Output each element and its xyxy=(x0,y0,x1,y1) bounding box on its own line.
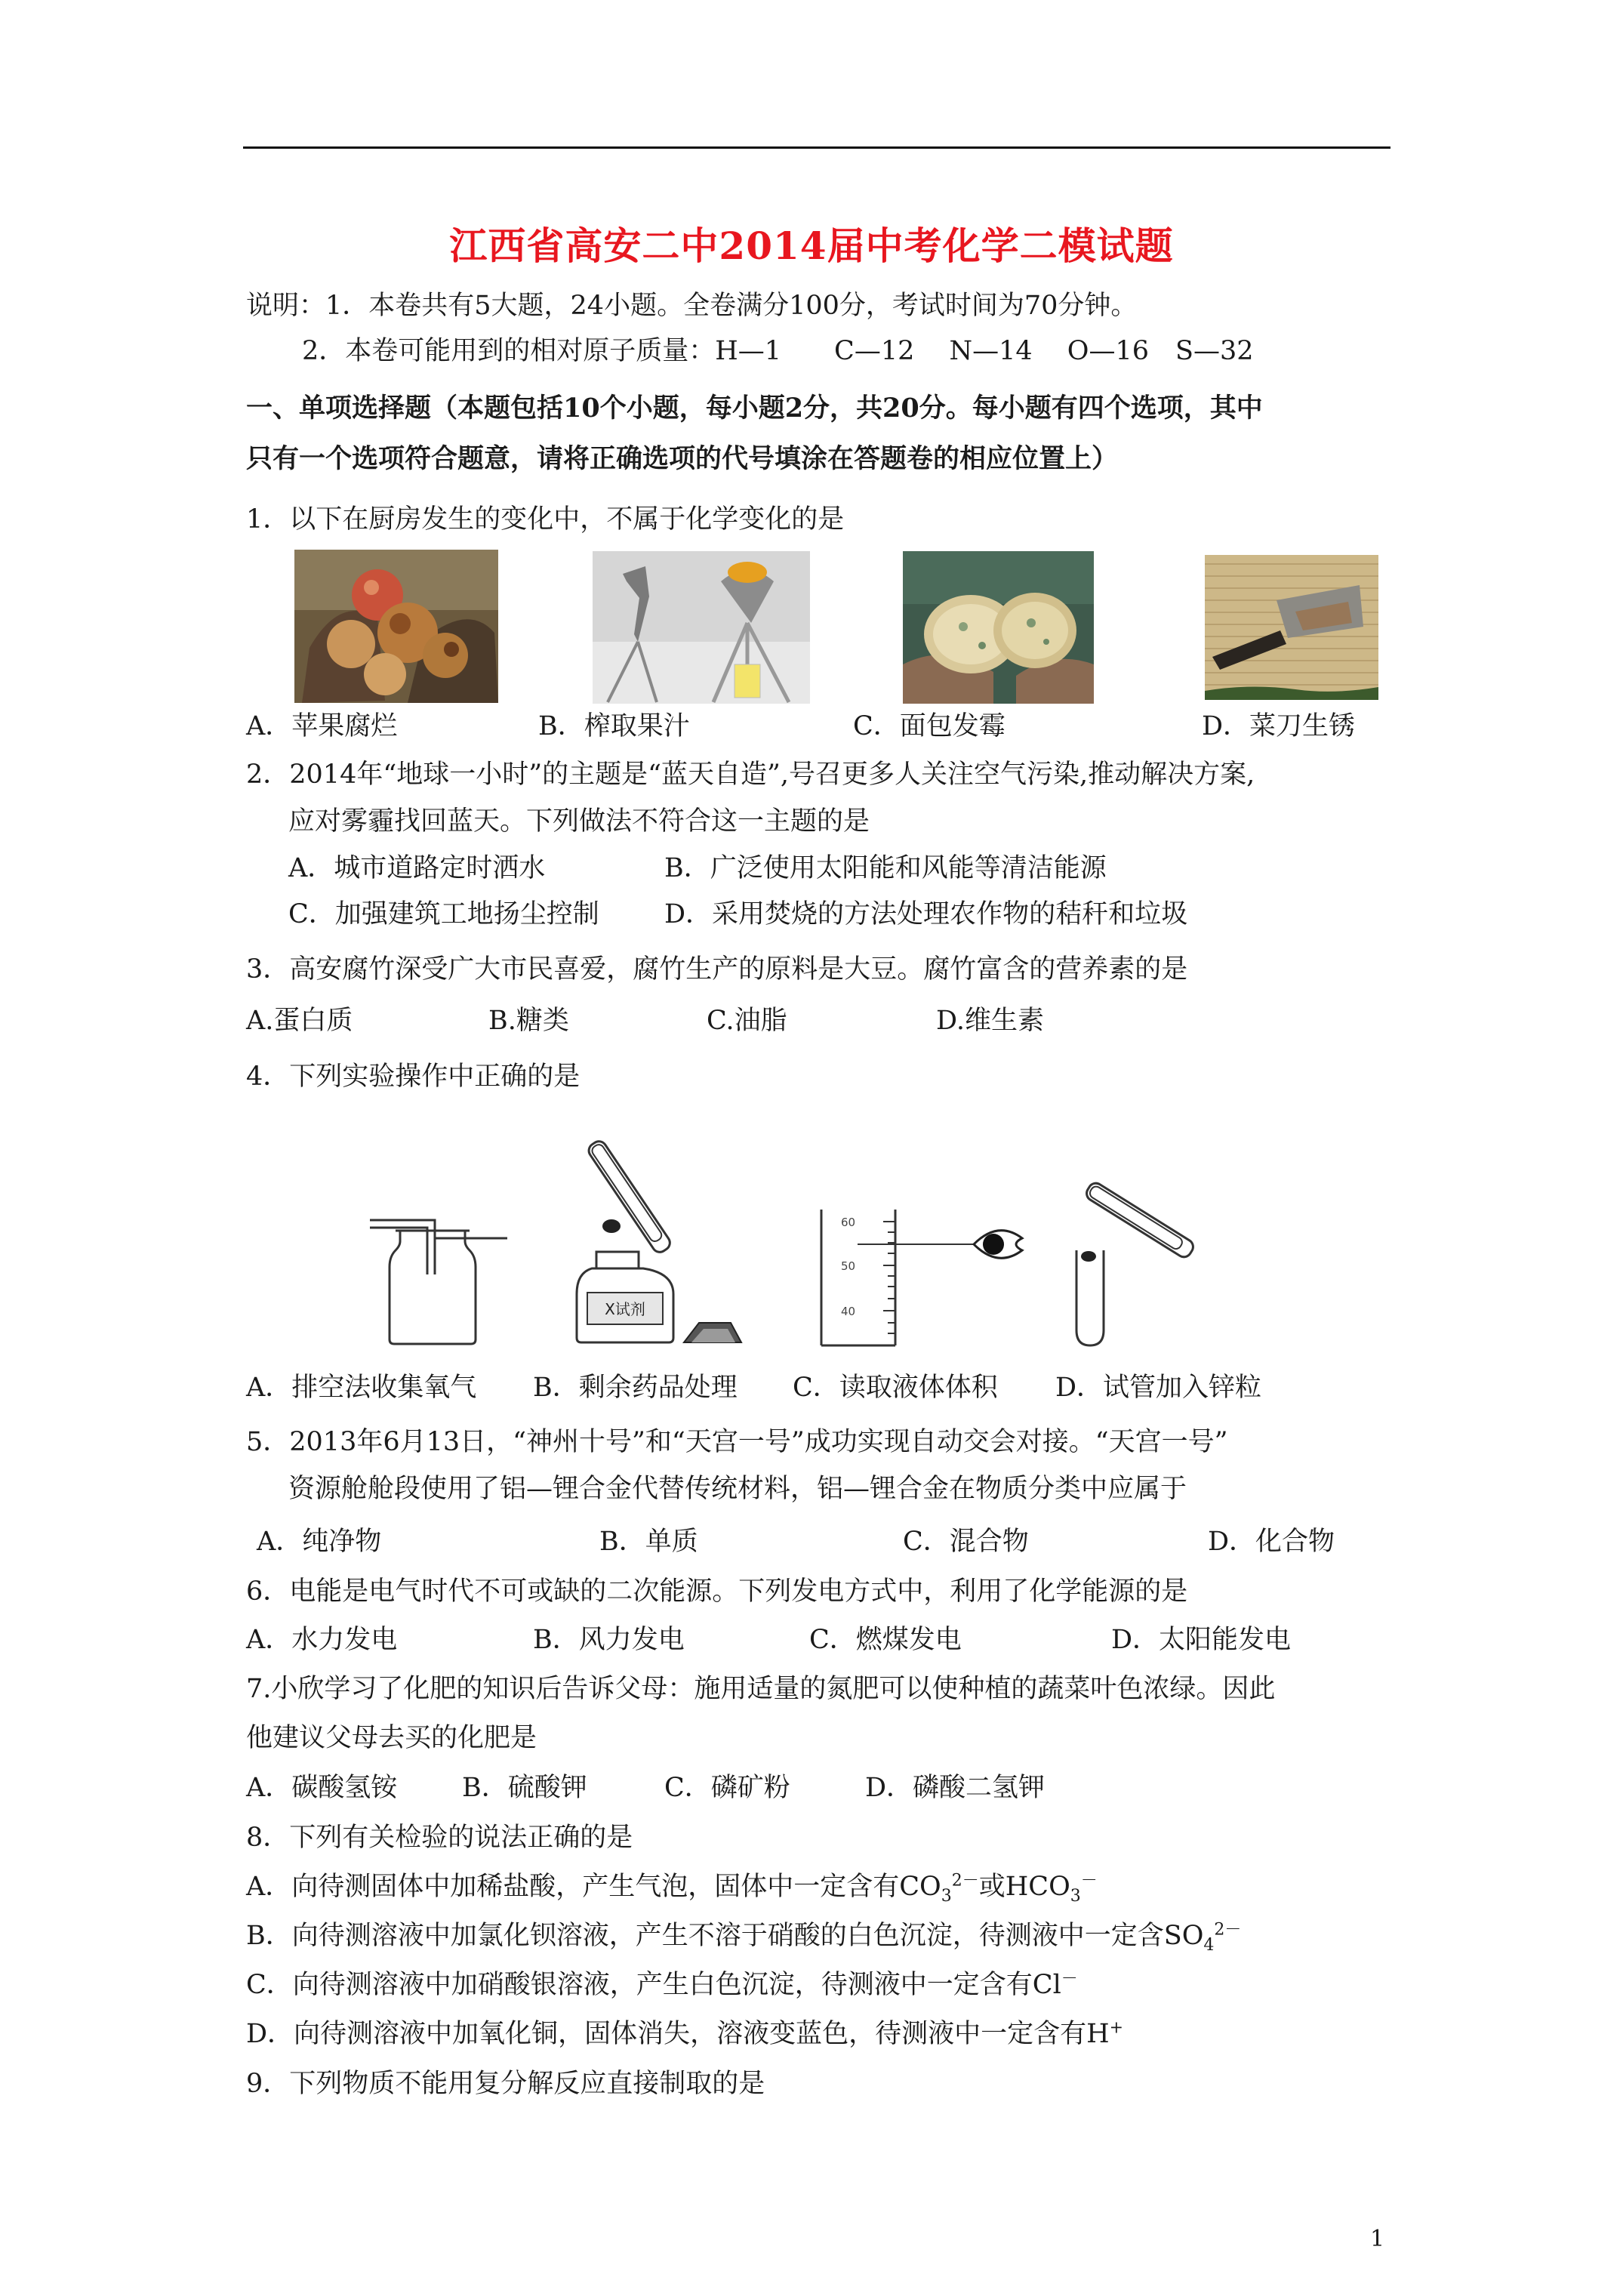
q2-option-c: C．加强建筑工地扬尘控制 xyxy=(288,899,599,929)
q8-option-b-text: B．向待测溶液中加氯化钡溶液，产生不溶于硝酸的白色沉淀，待测液中一定含 xyxy=(246,1921,1164,1951)
q9-stem: 9．下列物质不能用复分解反应直接制取的是 xyxy=(246,2069,765,2099)
q6-option-c: C．燃煤发电 xyxy=(809,1625,962,1655)
q5-option-a: A．纯净物 xyxy=(257,1527,382,1557)
q6-option-b: B．风力发电 xyxy=(533,1625,685,1655)
q2-stem-line-2: 应对雾霾找回蓝天。下列做法不符合这一主题的是 xyxy=(288,806,870,837)
q3-option-a: A.蛋白质 xyxy=(246,1006,353,1036)
q6-stem: 6．电能是电气时代不可或缺的二次能源。下列发电方式中，利用了化学能源的是 xyxy=(246,1576,1188,1607)
q4-option-b: B．剩余药品处理 xyxy=(533,1373,738,1403)
q5-stem-line-1: 5．2013年6月13日，“神州十号”和“天宫一号”成功实现自动交会对接。“天宫一号” xyxy=(246,1427,1228,1457)
hydrogen-ion: H+ xyxy=(1086,2018,1124,2049)
q7-stem-line-2: 他建议父母去买的化肥是 xyxy=(246,1723,537,1753)
q8-option-a xyxy=(246,1870,1098,1906)
q3-option-c: C.油脂 xyxy=(707,1006,787,1036)
q7-option-c: C．磷矿粉 xyxy=(664,1773,790,1803)
q3-stem: 3．高安腐竹深受广大市民喜爱，腐竹生产的原料是大豆。腐竹富含的营养素的是 xyxy=(246,954,1188,985)
q8-option-c-text: C．向待测溶液中加硝酸银溶液，产生白色沉淀，待测液中一定含有 xyxy=(246,1970,1033,2000)
measuring-cylinder-figure xyxy=(812,1205,1039,1348)
cylinder-tick-60: 60 xyxy=(841,1216,856,1229)
cylinder-tick-40: 40 xyxy=(841,1305,856,1318)
juicer-photo xyxy=(593,551,810,704)
q2-option-d: D．采用焚烧的方法处理农作物的秸秆和垃圾 xyxy=(664,899,1188,929)
q1-option-b: B．榨取果汁 xyxy=(538,711,690,741)
q5-option-d: D．化合物 xyxy=(1208,1527,1335,1557)
q8-option-d xyxy=(246,2017,1123,2051)
q2-option-b: B．广泛使用太阳能和风能等清洁能源 xyxy=(664,853,1107,883)
q7-option-d: D．磷酸二氢钾 xyxy=(865,1773,1046,1803)
q8-option-c xyxy=(246,1968,1078,2002)
q4-stem: 4．下列实验操作中正确的是 xyxy=(246,1062,581,1092)
q3-option-d: D.维生素 xyxy=(936,1006,1044,1036)
q1-option-c: C．面包发霉 xyxy=(853,711,1006,741)
cylinder-tick-50: 50 xyxy=(841,1259,856,1273)
page-number: 1 xyxy=(1370,2226,1385,2252)
q8-option-d-text: D．向待测溶液中加氧化铜，固体消失，溶液变蓝色，待测液中一定含有 xyxy=(246,2019,1087,2049)
chloride-ion: Cl－ xyxy=(1032,1969,1078,2000)
q8-option-b xyxy=(246,1919,1242,1955)
bicarbonate-ion: $HCO_3^-$ xyxy=(1005,1871,1098,1906)
q1-stem: 1．以下在厨房发生的变化中，不属于化学变化的是 xyxy=(246,504,845,535)
sulfate-ion: $SO_4^{2-}$ xyxy=(1163,1920,1242,1955)
header-rule xyxy=(243,146,1390,149)
q7-stem-line-1: 7.小欣学习了化肥的知识后告诉父母：施用适量的氮肥可以使种植的蔬菜叶色浓绿。因此 xyxy=(246,1674,1276,1704)
q4-option-c: C．读取液体体积 xyxy=(793,1373,998,1403)
gas-collection-bottle-figure xyxy=(362,1199,521,1347)
rotten-apples-photo xyxy=(294,550,498,703)
q3-option-b: B.糖类 xyxy=(488,1006,569,1036)
reagent-bottle-figure xyxy=(571,1104,744,1347)
q4-option-d: D．试管加入锌粒 xyxy=(1055,1373,1262,1403)
q4-option-a: A．排空法收集氧气 xyxy=(246,1373,477,1403)
bottle-label: X试剂 xyxy=(605,1300,645,1318)
q8-option-a-text: A．向待测固体中加稀盐酸，产生气泡，固体中一定含有 xyxy=(246,1872,900,1902)
section-1-heading-line-1: 一、单项选择题（本题包括10个小题，每小题2分，共20分。每小题有四个选项，其中 xyxy=(246,393,1263,424)
q8-option-a-or: 或 xyxy=(978,1872,1006,1902)
q7-option-a: A．碳酸氢铵 xyxy=(246,1773,398,1803)
notes-line-2: 2．本卷可能用到的相对原子质量：H—1 C—12 N—14 O—16 S—32 xyxy=(302,336,1254,366)
q5-option-c: C．混合物 xyxy=(903,1527,1029,1557)
q6-option-a: A．水力发电 xyxy=(246,1625,398,1655)
moldy-bread-photo xyxy=(903,551,1094,704)
test-tube-figure xyxy=(1064,1167,1200,1348)
q2-stem-line-1: 2．2014年“地球一小时”的主题是“蓝天自造”,号召更多人关注空气污染,推动解决方案, xyxy=(246,760,1255,790)
q5-option-b: B．单质 xyxy=(599,1527,698,1557)
page-title: 江西省高安二中2014届中考化学二模试题 xyxy=(449,223,1174,268)
q2-option-a: A．城市道路定时洒水 xyxy=(288,853,546,883)
q8-stem: 8．下列有关检验的说法正确的是 xyxy=(246,1823,633,1853)
q1-option-d: D．菜刀生锈 xyxy=(1202,711,1356,741)
q7-option-b: B．硫酸钾 xyxy=(462,1773,587,1803)
q1-option-a: A．苹果腐烂 xyxy=(246,711,398,741)
q5-stem-line-2: 资源舱舱段使用了铝—锂合金代替传统材料，铝—锂合金在物质分类中应属于 xyxy=(288,1474,1187,1504)
q6-option-d: D．太阳能发电 xyxy=(1111,1625,1292,1655)
carbonate-ion: $CO_3^{2-}$ xyxy=(899,1871,979,1906)
notes-line-1: 说明：1．本卷共有5大题，24小题。全卷满分100分，考试时间为70分钟。 xyxy=(246,291,1138,321)
rusty-knife-photo xyxy=(1205,555,1378,700)
section-1-heading-line-2: 只有一个选项符合题意，请将正确选项的代号填涂在答题卷的相应位置上） xyxy=(246,443,1119,474)
